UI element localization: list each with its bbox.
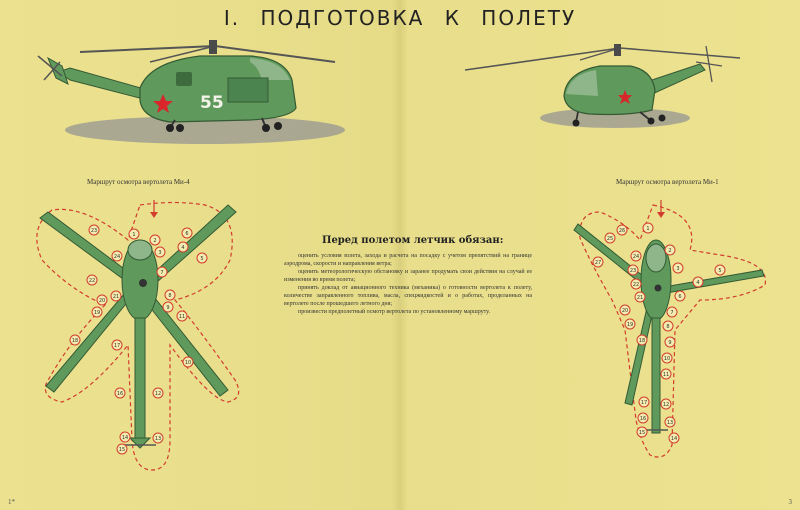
- mi4-route-point: [177, 311, 187, 321]
- duty-item: принять доклад от авиационного техника (механика) о готовности вертолета к полету, количестве заправленного топлива, масла, спецжидкостей и о работах, проделанных на вертолете после прошедшего летного дня;: [284, 285, 532, 307]
- mi1-route-point: [665, 337, 675, 347]
- mi4-route-point: [163, 302, 173, 312]
- svg-text:23: 23: [90, 228, 98, 234]
- mi1-route-point: [631, 251, 641, 261]
- svg-text:27: 27: [594, 260, 602, 266]
- mi4-route-point: [155, 247, 165, 257]
- svg-text:4: 4: [696, 280, 700, 286]
- svg-text:21: 21: [636, 295, 644, 301]
- duty-item: оценить условия взлета, захода и расчета на посадку с учетом препятствий на границе аэродрома, скорости и направления ветра;: [284, 253, 532, 267]
- mi4-route-point: [89, 225, 99, 235]
- mi4-route-point: [183, 357, 193, 367]
- mi1-route-point: [631, 279, 641, 289]
- mi4-route-point: [111, 291, 121, 301]
- svg-text:14: 14: [670, 436, 678, 442]
- mi1-route-point: [639, 397, 649, 407]
- mi1-route-point: [637, 427, 647, 437]
- mi1-route-point: [667, 307, 677, 317]
- mi1-route-point: [669, 433, 679, 443]
- page-number-left: 1*: [8, 498, 15, 506]
- svg-text:1: 1: [646, 226, 650, 232]
- svg-text:3: 3: [676, 266, 680, 272]
- svg-text:4: 4: [181, 245, 185, 251]
- svg-text:20: 20: [621, 308, 629, 314]
- svg-text:19: 19: [626, 322, 634, 328]
- svg-text:15: 15: [638, 430, 646, 436]
- mi4-route-point: [153, 433, 163, 443]
- svg-text:22: 22: [632, 282, 640, 288]
- mi1-route-point: [693, 277, 703, 287]
- page-number-right: 3: [788, 498, 792, 506]
- duty-item: произвести предполетный осмотр вертолета по установленному маршруту.: [298, 309, 491, 315]
- svg-text:16: 16: [639, 416, 647, 422]
- svg-text:12: 12: [154, 391, 162, 397]
- mi4-route-point: [120, 432, 130, 442]
- duty-item: оценить метеорологическую обстановку и заранее продумать свои действия на случай ее изменения во время полета;: [284, 269, 532, 283]
- mi4-route-point: [178, 242, 188, 252]
- svg-text:7: 7: [670, 310, 674, 316]
- mi4-route-point: [150, 235, 160, 245]
- svg-text:12: 12: [662, 402, 670, 408]
- svg-text:17: 17: [640, 400, 648, 406]
- mi4-side-illustration: [38, 40, 345, 144]
- svg-text:15: 15: [118, 447, 126, 453]
- mi4-route-point: [165, 290, 175, 300]
- svg-text:10: 10: [663, 356, 671, 362]
- svg-text:5: 5: [718, 268, 722, 274]
- mi1-route-point: [665, 417, 675, 427]
- mi1-route-point: [638, 413, 648, 423]
- mi4-route-point: [115, 388, 125, 398]
- mi4-route-point: [182, 228, 192, 238]
- mi4-route-point: [92, 307, 102, 317]
- svg-text:17: 17: [113, 343, 121, 349]
- mi4-route-point: [117, 444, 127, 454]
- mi1-route-point: [635, 292, 645, 302]
- svg-text:23: 23: [629, 268, 637, 274]
- svg-text:2: 2: [153, 238, 157, 244]
- svg-text:7: 7: [160, 270, 164, 276]
- svg-text:9: 9: [668, 340, 672, 346]
- svg-text:13: 13: [666, 420, 674, 426]
- svg-text:10: 10: [184, 360, 192, 366]
- svg-text:18: 18: [71, 338, 79, 344]
- mi1-route-point: [662, 353, 672, 363]
- page-title: I. ПОДГОТОВКА К ПОЛЕТУ: [223, 6, 577, 30]
- mi1-route-point: [665, 245, 675, 255]
- mi1-route-point: [661, 369, 671, 379]
- mi1-route-point: [663, 321, 673, 331]
- svg-text:3: 3: [158, 250, 162, 256]
- mi1-route-point: [673, 263, 683, 273]
- mi4-route-point: [153, 388, 163, 398]
- svg-text:18: 18: [638, 338, 646, 344]
- svg-text:13: 13: [154, 436, 162, 442]
- svg-text:9: 9: [166, 305, 170, 311]
- mi1-route-point: [715, 265, 725, 275]
- mi1-top-view: [574, 200, 765, 457]
- mi4-route-point: [129, 229, 139, 239]
- mi1-route-point: [661, 399, 671, 409]
- svg-text:22: 22: [88, 278, 96, 284]
- caption-mi1: Маршрут осмотра вертолета Ми-1: [616, 178, 719, 186]
- mi1-side-illustration: [465, 44, 740, 128]
- mi1-route-point: [643, 223, 653, 233]
- mi1-route-point: [628, 265, 638, 275]
- mi1-route-point: [617, 225, 627, 235]
- svg-text:20: 20: [98, 298, 106, 304]
- mi4-route-point: [112, 251, 122, 261]
- svg-text:2: 2: [668, 248, 672, 254]
- svg-text:11: 11: [178, 314, 186, 320]
- svg-text:25: 25: [606, 236, 614, 242]
- mi1-route-point: [605, 233, 615, 243]
- mi4-route-point: [97, 295, 107, 305]
- mi1-route-point: [593, 257, 603, 267]
- duties-list: [284, 252, 532, 316]
- mi4-route-point: [87, 275, 97, 285]
- svg-text:11: 11: [662, 372, 670, 378]
- svg-text:21: 21: [112, 294, 120, 300]
- svg-text:6: 6: [185, 231, 189, 237]
- mi1-route-point: [675, 291, 685, 301]
- mi4-route-point: [70, 335, 80, 345]
- svg-text:8: 8: [168, 293, 172, 299]
- duties-title: Перед полетом летчик обязан:: [322, 235, 504, 246]
- svg-text:24: 24: [632, 254, 640, 260]
- svg-text:6: 6: [678, 294, 682, 300]
- svg-text:1: 1: [132, 232, 136, 238]
- svg-text:5: 5: [200, 256, 204, 262]
- mi1-route-point: [637, 335, 647, 345]
- svg-text:24: 24: [113, 254, 121, 260]
- mi1-route-point: [625, 319, 635, 329]
- tail-number: 55: [200, 93, 224, 113]
- mi4-route-point: [112, 340, 122, 350]
- mi4-route-point: [157, 267, 167, 277]
- svg-text:19: 19: [93, 310, 101, 316]
- svg-text:8: 8: [666, 324, 670, 330]
- svg-text:26: 26: [618, 228, 626, 234]
- svg-text:16: 16: [116, 391, 124, 397]
- caption-mi4: Маршрут осмотра вертолета Ми-4: [87, 178, 190, 186]
- mi1-route-point: [620, 305, 630, 315]
- mi4-top-view: [37, 200, 239, 470]
- mi4-route-point: [197, 253, 207, 263]
- svg-text:14: 14: [121, 435, 129, 441]
